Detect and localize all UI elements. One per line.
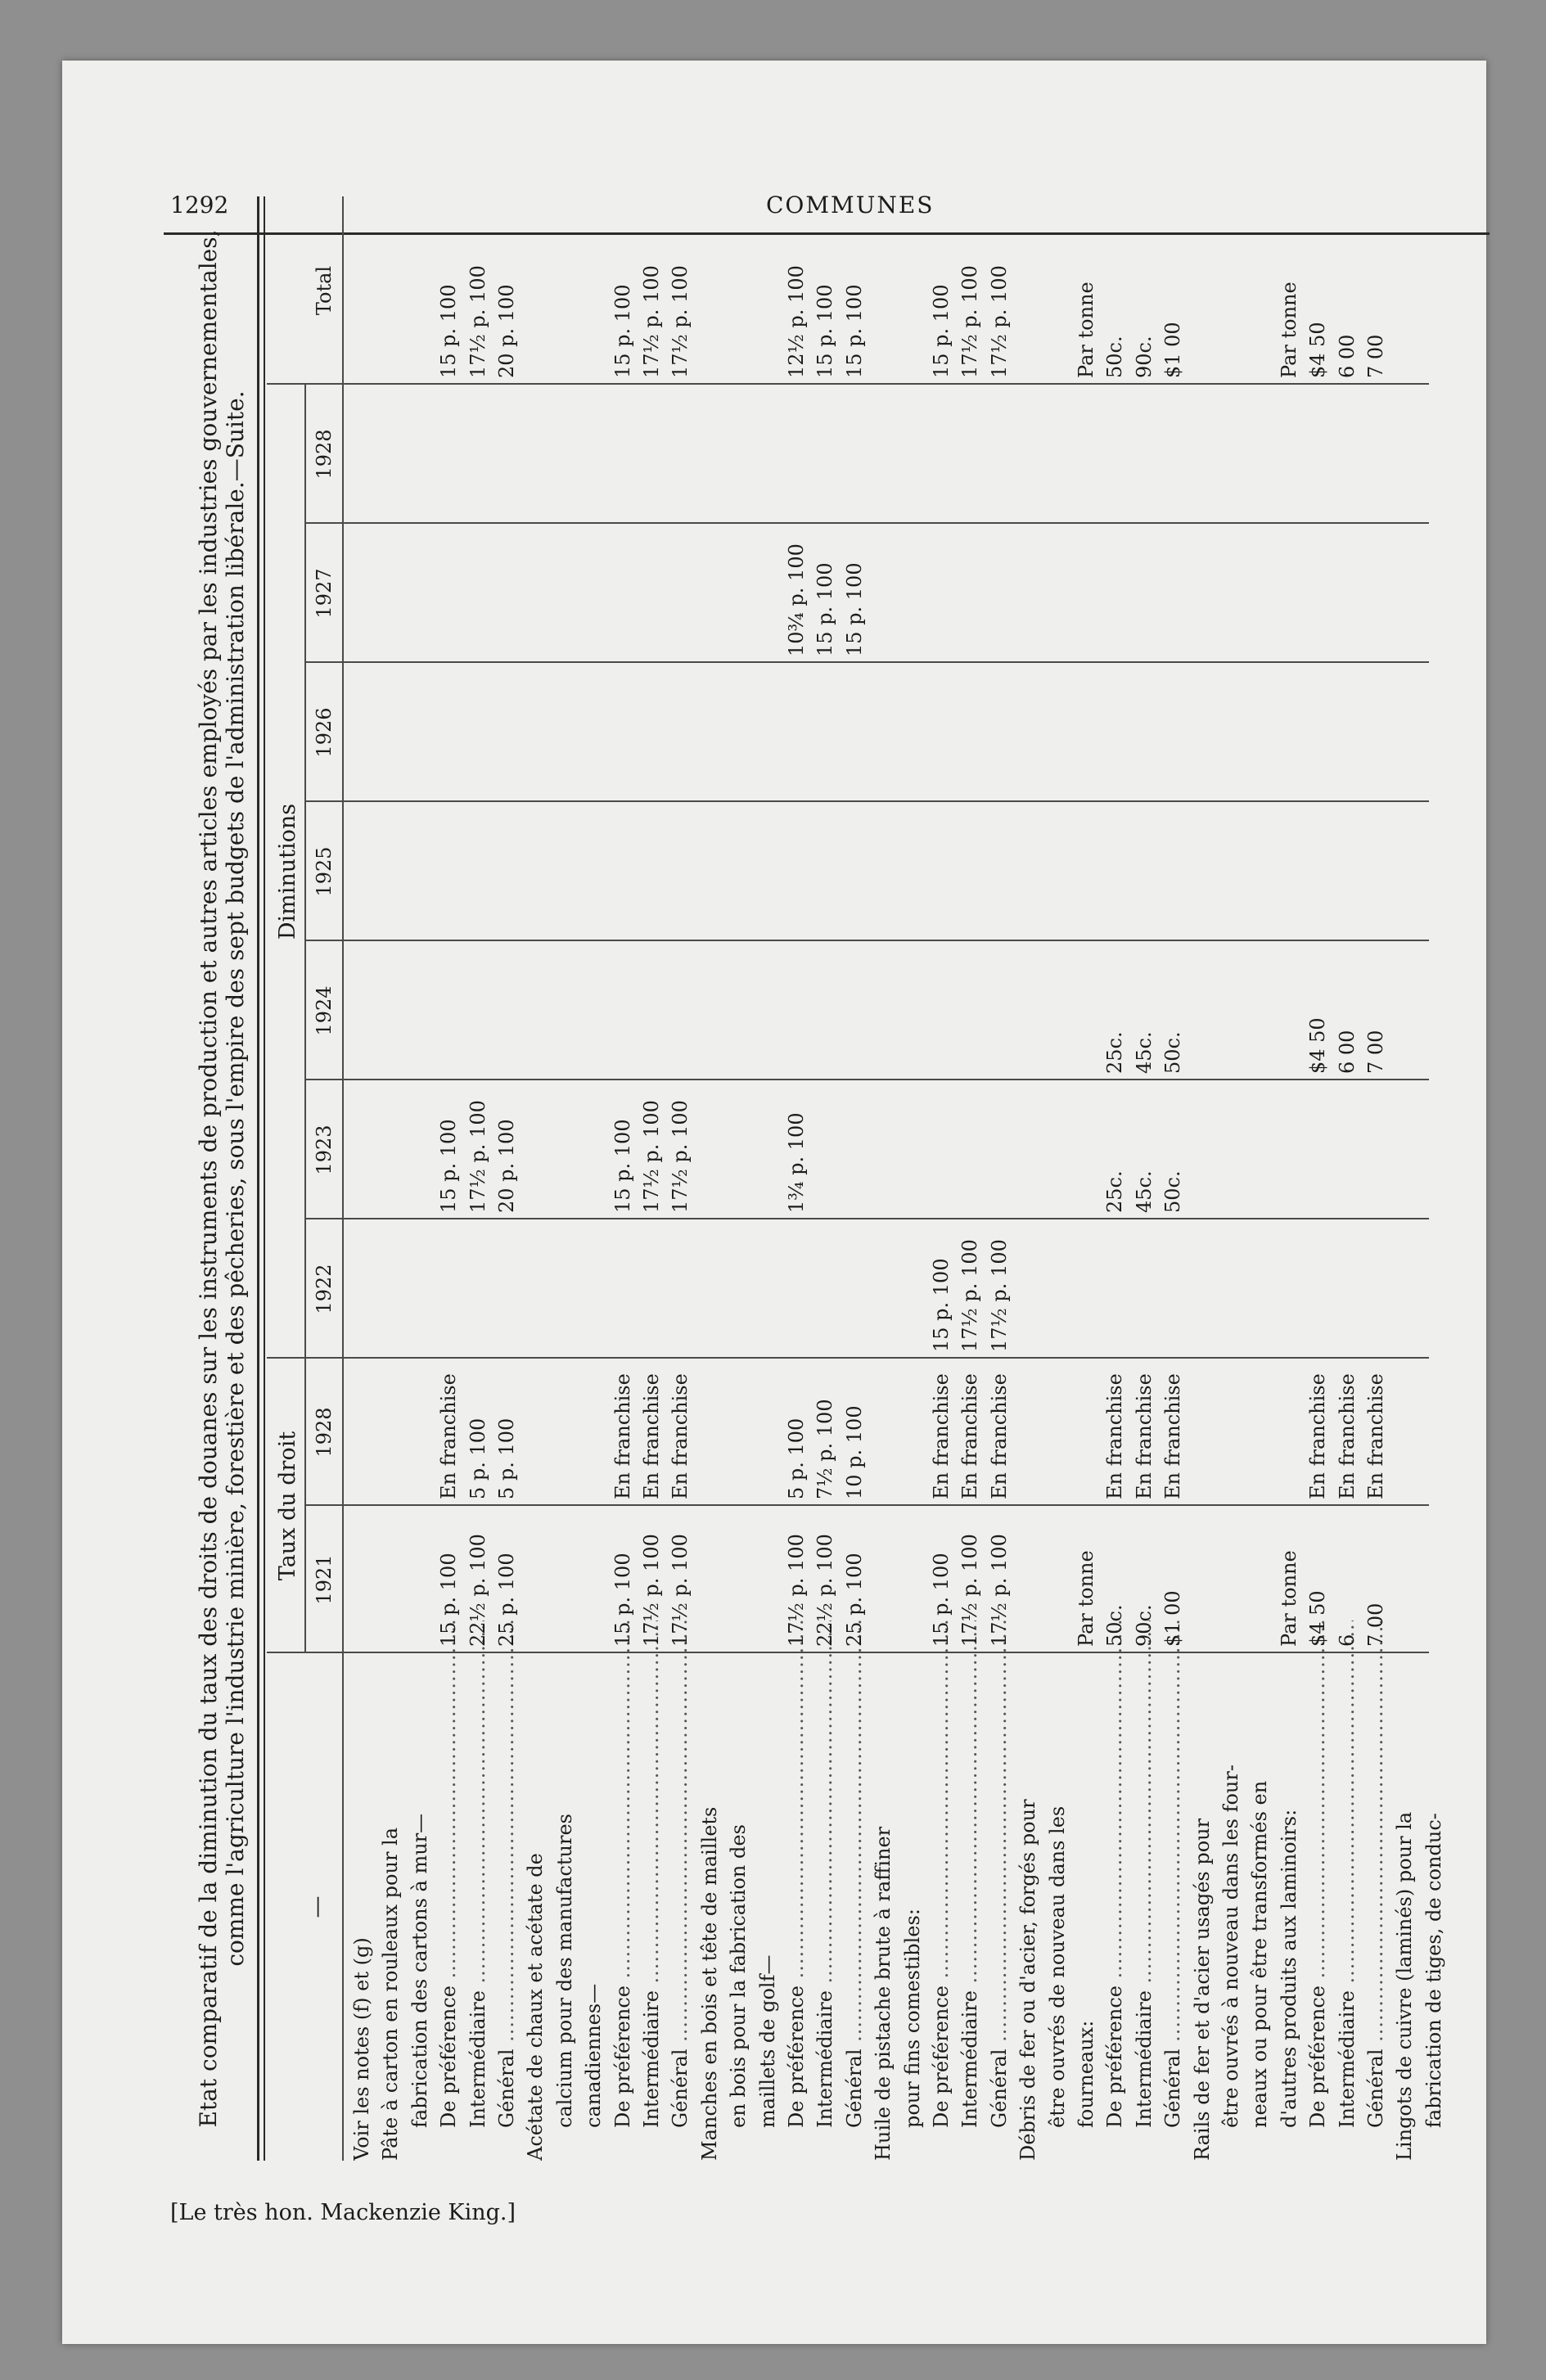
- diminutions-group-rule: [304, 385, 306, 1359]
- table-row: [901, 180, 925, 2161]
- row-label: De préférence .....: [437, 1620, 460, 2161]
- taux-du-droit-header: Taux du droit: [275, 1431, 300, 1581]
- row-cell: 50c.: [1161, 1170, 1185, 1213]
- table-row: [1046, 180, 1070, 2161]
- row-cell: 15 p. 100: [842, 284, 866, 378]
- row-label: Débris de fer ou d'acier, forgés pour: [1016, 1799, 1040, 2161]
- row-cell: 15 p. 100: [611, 1553, 634, 1647]
- row-label: maillets de golf—: [755, 1954, 779, 2128]
- row-cell: 15 p. 100: [814, 284, 837, 378]
- row-label: Intermédiaire .....: [1133, 1620, 1156, 2161]
- table-row: [350, 180, 374, 2161]
- table-row: [467, 180, 490, 2161]
- row-label: Général .....: [495, 1620, 518, 2161]
- table-row: [930, 180, 953, 2161]
- title-rule-top: [257, 196, 259, 2161]
- table-row: [727, 180, 750, 2161]
- row-cell: $1 00: [1161, 1590, 1185, 1647]
- row-cell: 20 p. 100: [495, 1119, 518, 1213]
- col-header-dim-1928: 1928: [313, 429, 336, 480]
- row-cell: $4 50: [1306, 1017, 1330, 1074]
- row-label: Lingots de cuivre (laminés) pour la: [1393, 1811, 1417, 2161]
- row-cell: En franchise: [930, 1373, 953, 1499]
- table-row: [582, 180, 606, 2161]
- row-cell: En franchise: [611, 1373, 634, 1499]
- row-cell: 15 p. 100: [437, 1553, 461, 1647]
- row-cell: 12½ p. 100: [785, 265, 808, 378]
- row-label: Intermédiaire .....: [467, 1620, 489, 2161]
- row-cell: 17½ p. 100: [466, 1100, 489, 1213]
- table-row: [408, 180, 432, 2161]
- row-label: fabrication de tiges, de conduc-: [1422, 1813, 1445, 2128]
- row-cell: 17½ p. 100: [640, 1100, 663, 1213]
- table-row: [1219, 180, 1243, 2161]
- row-cell: En franchise: [1103, 1373, 1127, 1499]
- row-label: être ouvrés de nouveau dans les: [1045, 1805, 1069, 2128]
- row-cell: 15 p. 100: [437, 1119, 461, 1213]
- table-row: [958, 180, 982, 2161]
- row-label: en bois pour la fabrication des: [727, 1824, 750, 2128]
- row-label: Huile de pistache brute à raffiner: [872, 1826, 895, 2161]
- col-header-1925: 1925: [313, 846, 336, 897]
- row-cell: 7 00: [1364, 334, 1387, 378]
- col-header-taux-1928: 1928: [313, 1407, 336, 1458]
- row-cell: 22½ p. 100: [466, 1534, 489, 1647]
- row-cell: 17½ p. 100: [958, 1239, 982, 1352]
- first-column-header: —: [304, 1895, 330, 1918]
- row-cell: $4 50: [1306, 322, 1330, 378]
- row-label: De préférence .....: [785, 1620, 808, 2161]
- table-row: [988, 180, 1012, 2161]
- rotated-table: [190, 180, 1445, 2161]
- row-label: Général .....: [988, 1620, 1011, 2161]
- row-cell: En franchise: [640, 1373, 663, 1499]
- row-cell: 25 p. 100: [842, 1553, 866, 1647]
- table-row: [1278, 180, 1301, 2161]
- row-label: Intermédiaire .....: [814, 1620, 836, 2161]
- row-label: Rails de fer et d'acier usagés pour: [1190, 1818, 1214, 2161]
- row-cell: 15 p. 100: [611, 284, 634, 378]
- row-cell: 17½ p. 100: [640, 265, 663, 378]
- row-cell: 22½ p. 100: [814, 1534, 837, 1647]
- table-row: [1422, 180, 1446, 2161]
- row-cell: 15 p. 100: [814, 562, 837, 656]
- col-header-1922: 1922: [313, 1264, 336, 1314]
- row-cell: 50c.: [1103, 1604, 1127, 1647]
- row-cell: 50c.: [1161, 1031, 1185, 1074]
- row-cell: En franchise: [1335, 1373, 1359, 1499]
- row-cell: 1¾ p. 100: [785, 1112, 808, 1213]
- table-row: [495, 180, 519, 2161]
- title-rule-bottom: [264, 196, 265, 2161]
- row-cell: 17½ p. 100: [958, 1534, 982, 1647]
- row-cell: 90c.: [1132, 336, 1156, 378]
- table-row: [1016, 180, 1040, 2161]
- page-number: 1292: [170, 192, 229, 219]
- table-row: [1248, 180, 1272, 2161]
- row-cell: En franchise: [958, 1373, 982, 1499]
- table-row: [524, 180, 548, 2161]
- row-cell: $4 50: [1306, 1590, 1330, 1647]
- row-cell: 17½ p. 100: [669, 265, 692, 378]
- row-cell: 15 p. 100: [842, 562, 866, 656]
- row-cell: Par tonne: [1075, 282, 1098, 378]
- col-header-1926: 1926: [313, 707, 336, 758]
- row-cell: 50c.: [1103, 336, 1127, 378]
- table-row: [1336, 180, 1359, 2161]
- row-cell: 5 p. 100: [466, 1418, 489, 1499]
- row-cell: 17½ p. 100: [958, 265, 982, 378]
- row-cell: 15 p. 100: [611, 1119, 634, 1213]
- row-cell: 6: [1335, 1634, 1359, 1647]
- table-row: [785, 180, 809, 2161]
- table-row: [1075, 180, 1098, 2161]
- row-label: De préférence .....: [1103, 1620, 1126, 2161]
- row-label: pour fins comestibles:: [900, 1909, 924, 2128]
- row-cell: 10¾ p. 100: [785, 543, 808, 656]
- row-cell: 15 p. 100: [930, 1258, 953, 1352]
- row-cell: 25c.: [1103, 1170, 1127, 1213]
- row-label: d'autres produits aux laminoirs:: [1277, 1809, 1300, 2128]
- table-row: [872, 180, 895, 2161]
- table-row: [437, 180, 461, 2161]
- row-label: canadiennes—: [582, 1983, 606, 2128]
- row-label: Manches en bois et tête de maillets: [697, 1806, 721, 2161]
- table-title-line-1: Etat comparatif de la diminution du taux des droits de douanes sur les instruments de production et autres articles employés par les industries gouvernementales,: [195, 229, 222, 2128]
- row-cell: 45c.: [1132, 1170, 1156, 1213]
- row-label: Intermédiaire .....: [640, 1620, 663, 2161]
- table-row: [756, 180, 780, 2161]
- row-label: neaux ou pour être transformés en: [1248, 1780, 1272, 2128]
- row-label: De préférence .....: [611, 1620, 634, 2161]
- row-cell: 7 00: [1364, 1030, 1387, 1074]
- row-cell: 6 00: [1335, 334, 1359, 378]
- row-cell: Par tonne: [1075, 1550, 1098, 1647]
- row-cell: 25c.: [1103, 1031, 1127, 1074]
- row-cell: 17½ p. 100: [987, 265, 1011, 378]
- row-cell: 5 p. 100: [495, 1418, 518, 1499]
- row-cell: En franchise: [437, 1373, 461, 1499]
- row-label: Pâte à carton en rouleaux pour la: [379, 1827, 403, 2161]
- table-row: [611, 180, 635, 2161]
- row-cell: 5 p. 100: [785, 1418, 808, 1499]
- col-header-1923: 1923: [313, 1125, 336, 1175]
- col-header-total: Total: [313, 265, 336, 316]
- table-row: [1161, 180, 1185, 2161]
- row-cell: 17½ p. 100: [987, 1534, 1011, 1647]
- row-cell: En franchise: [1306, 1373, 1330, 1499]
- row-cell: Par tonne: [1277, 1550, 1300, 1647]
- table-row: [553, 180, 577, 2161]
- row-cell: 6 00: [1335, 1030, 1359, 1074]
- row-cell: 15 p. 100: [437, 284, 461, 378]
- row-label: fourneaux:: [1075, 2020, 1098, 2128]
- table-row: [1393, 180, 1417, 2161]
- row-label: Général .....: [1161, 1620, 1184, 2161]
- row-cell: Par tonne: [1277, 282, 1300, 378]
- row-label: calcium pour des manufactures: [552, 1814, 576, 2128]
- table-row: [814, 180, 837, 2161]
- row-cell: 17½ p. 100: [669, 1534, 692, 1647]
- row-cell: 17½ p. 100: [640, 1534, 663, 1647]
- taux-group-rule: [304, 1359, 306, 1653]
- table-row: [1103, 180, 1127, 2161]
- row-cell: 17½ p. 100: [987, 1239, 1011, 1352]
- row-cell: 17½ p. 100: [466, 265, 489, 378]
- row-cell: 45c.: [1132, 1031, 1156, 1074]
- col-header-1921: 1921: [313, 1554, 336, 1605]
- table-row: [843, 180, 867, 2161]
- row-cell: 10 p. 100: [842, 1405, 866, 1499]
- row-label: De préférence .....: [930, 1620, 953, 2161]
- col-header-1927: 1927: [313, 568, 336, 619]
- row-cell: 15 p. 100: [930, 1553, 953, 1647]
- row-cell: 17½ p. 100: [785, 1534, 808, 1647]
- table-row: [698, 180, 722, 2161]
- running-head: COMMUNES: [766, 192, 935, 219]
- row-label: être ouvrés à nouveau dans les four-: [1219, 1765, 1242, 2128]
- table-row: [640, 180, 664, 2161]
- row-cell: 90c.: [1132, 1604, 1156, 1647]
- row-label: Général .....: [669, 1620, 692, 2161]
- table-row: [669, 180, 692, 2161]
- row-cell: 25 p. 100: [495, 1553, 518, 1647]
- table-row: [1306, 180, 1330, 2161]
- table-row: [1133, 180, 1156, 2161]
- row-cell: En franchise: [669, 1373, 692, 1499]
- row-label: Général .....: [1364, 1620, 1387, 2161]
- row-cell: En franchise: [987, 1373, 1011, 1499]
- row-cell: En franchise: [1161, 1373, 1185, 1499]
- row-label: fabrication des cartons à mur—: [408, 1813, 431, 2128]
- header-bottom-rule: [342, 196, 344, 2161]
- row-cell: En franchise: [1364, 1373, 1387, 1499]
- table-title-line-2: comme l'agriculture l'industrie minière, forestière et des pêcheries, sous l'empire des sept budgets de l'administration libérale.—Suite.: [222, 390, 249, 1967]
- row-label: Acétate de chaux et acétate de: [524, 1853, 548, 2161]
- speaker-attribution: [Le très hon. Mackenzie King.]: [170, 2200, 516, 2225]
- row-cell: 7 00: [1364, 1602, 1387, 1647]
- row-cell: 17½ p. 100: [669, 1100, 692, 1213]
- col-header-1924: 1924: [313, 985, 336, 1036]
- row-label: Général .....: [843, 1620, 866, 2161]
- diminutions-header: Diminutions: [275, 803, 300, 940]
- row-cell: 20 p. 100: [495, 284, 518, 378]
- row-cell: 7½ p. 100: [814, 1399, 837, 1499]
- table-title: [195, 196, 249, 2161]
- row-label: Intermédiaire .....: [1336, 1620, 1359, 2161]
- row-label: Voir les notes (f) et (g): [350, 1937, 373, 2161]
- table-row: [1364, 180, 1388, 2161]
- table-row: [379, 180, 403, 2161]
- row-cell: 15 p. 100: [930, 284, 953, 378]
- row-label: De préférence .....: [1306, 1620, 1329, 2161]
- table-row: [1191, 180, 1215, 2161]
- row-cell: En franchise: [1132, 1373, 1156, 1499]
- row-label: Intermédiaire .....: [958, 1620, 981, 2161]
- row-cell: $1 00: [1161, 322, 1185, 378]
